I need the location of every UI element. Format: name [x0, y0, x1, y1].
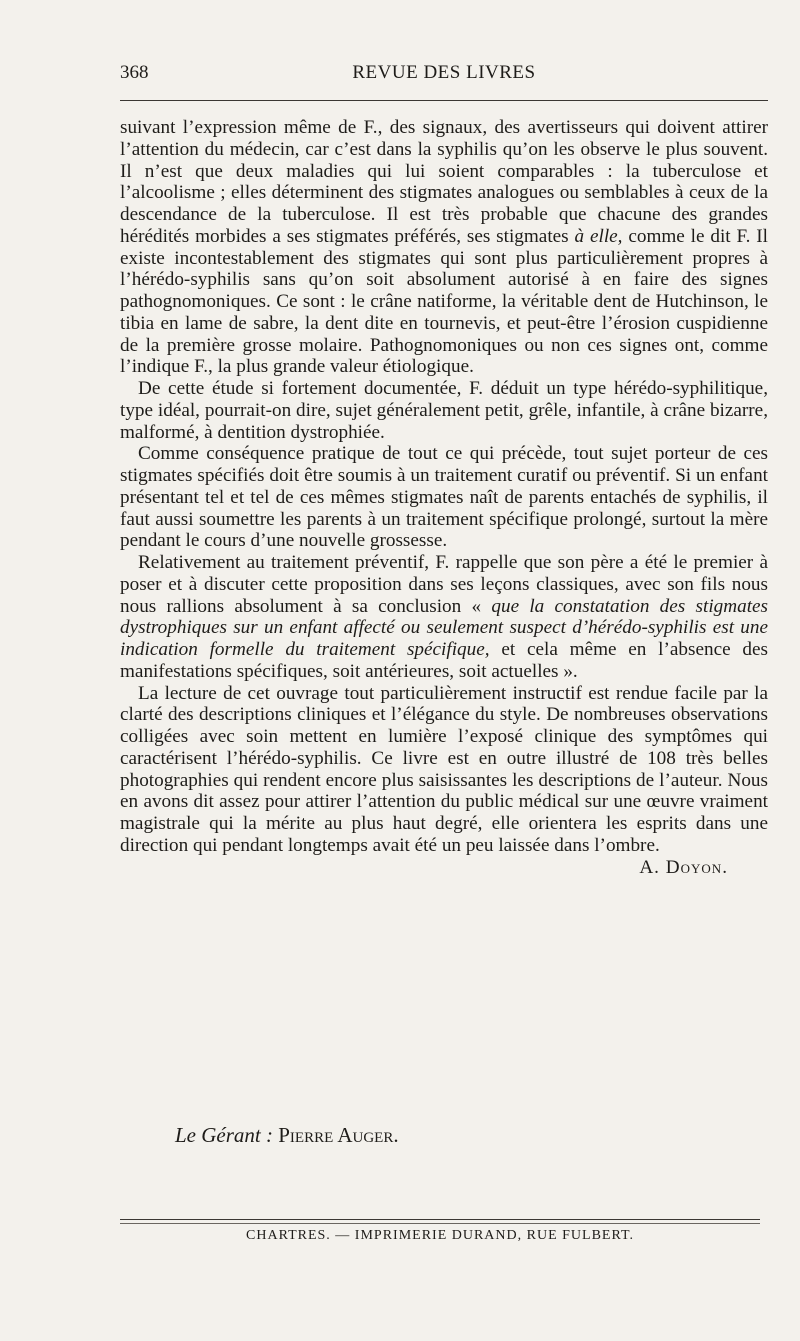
printer-imprint: CHARTRES. — IMPRIMERIE DURAND, RUE FULBERT.	[246, 1228, 634, 1243]
gerant-name: Pierre Auger.	[278, 1123, 399, 1147]
running-title: REVUE DES LIVRES	[352, 62, 536, 83]
gerant-label: Le Gérant :	[175, 1123, 273, 1147]
page-header	[120, 62, 768, 90]
review-text	[120, 117, 768, 878]
paragraph-5: La lecture de cet ouvrage tout particulièrement instructif est rendue facile par la clarté des descriptions cliniques et l’élégance du style. De nombreuses observations colligées avec soin mettent en lumière l’exposé clinique des symptômes qui caractérisent l’hérédo-syphilis. Ce livre est en outre illustré de 108 très belles photographies qui rendent encore plus saisissantes les descriptions de l’auteur. Nous en avons dit assez pour attirer l’attention du public médical sur une œuvre vraiment magistrale qui la mérite au plus haut degré, elle orientera les esprits dans une direction qui pendant longtemps avait été un peu laissée dans l’ombre.	[120, 682, 768, 856]
paragraph-3: Comme conséquence pratique de tout ce qui précède, tout sujet porteur de ces stigmates spécifiés doit être soumis à un traitement curatif ou préventif. Si un enfant présentant tel et tel de ces mêmes stigmates naît de parents entachés de syphilis, il faut aussi soumettre les parents à un traitement spécifique prolongé, surtout la mère pendant le cours d’une nouvelle grossesse.	[120, 443, 768, 552]
gerant-line	[175, 1123, 399, 1148]
signature: A. Doyon.	[639, 856, 728, 878]
page-number: 368	[120, 62, 149, 83]
footer-rule-thin	[120, 1223, 760, 1224]
paragraph-4: Relativement au traitement préventif, F. rappelle que son père a été le premier à poser et à discuter cette proposition dans ses leçons classiques, avec son fils nous nous rallions absolument à sa conclusion « que la constatation des stigmates dystrophiques sur un enfant affecté ou seulement suspect d’hérédo-syphilis est une indication formelle du traitement spécifique, et cela même en l’absence des manifestations spécifiques, soit antérieures, soit actuelles ».	[120, 552, 769, 682]
footer-rule	[120, 1219, 760, 1220]
paragraph-1: suivant l’expression même de F., des signaux, des avertisseurs qui doivent attirer l’attention du médecin, car c’est dans la syphilis qu’on les observe le plus souvent. Il n’est que deux maladies qui lui soient comparables : la tuberculose et l’alcoolisme ; elles déterminent des stigmates analogues ou semblables à ceux de la descendance de la tuberculose. Il est très probable que chacune des grandes hérédités morbides a ses stigmates préférés, ses stigmates à elle, comme le dit F. Il existe incontestablement des stigmates qui sont plus particulièrement propres à l’hérédo-syphilis sans qu’on soit absolument autorisé à en faire des signes pathognomoniques. Ce sont : le crâne natiforme, la véritable dent de Hutchinson, le tibia en lame de sabre, la dent dite en tournevis, et peut-être l’érosion cuspidienne de la première grosse molaire. Pathognomoniques ou non ces signes ont, comme l’indique F., la plus grande valeur étiologique.	[120, 117, 769, 378]
paragraph-2: De cette étude si fortement documentée, F. déduit un type hérédo-syphilitique, type idéal, pourrait-on dire, sujet généralement petit, grêle, infantile, à crâne bizarre, malformé, à dentition dystrophiée.	[120, 378, 768, 443]
header-rule	[120, 100, 768, 101]
